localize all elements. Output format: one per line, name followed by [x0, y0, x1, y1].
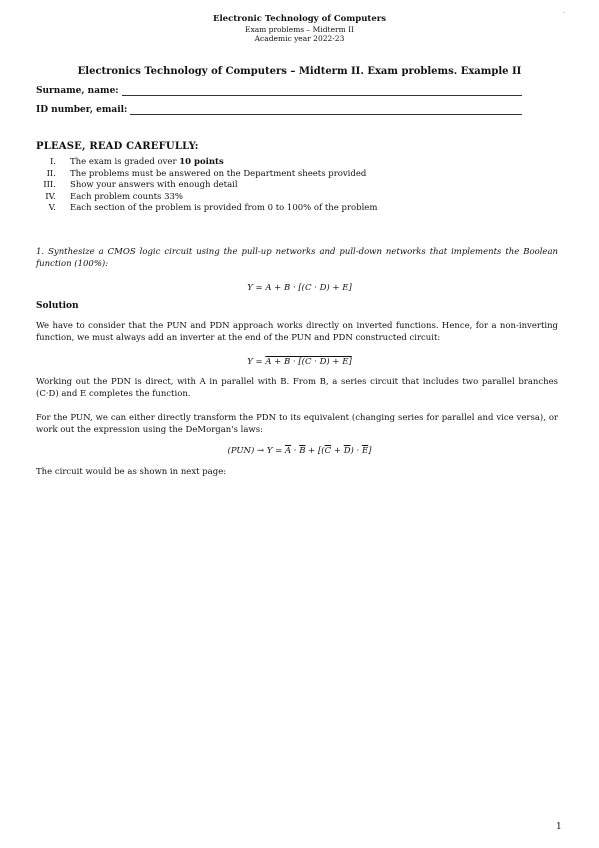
rule-number: III. — [43, 180, 56, 190]
page-header — [0, 14, 599, 43]
equation-inverted: Y = A + B · [(C · D) + E] — [247, 357, 352, 367]
rule-item — [30, 192, 550, 204]
rule-text: Each section of the problem is provided from 0 to 100% of the problem — [70, 203, 378, 213]
id-field[interactable] — [36, 104, 522, 115]
rule-number: V. — [48, 203, 56, 213]
exam-title: Electronics Technology of Computers – Midterm II. Exam problems. Example II — [77, 66, 522, 77]
rule-text: The exam is graded over 10 points — [70, 157, 224, 167]
solution-heading: Solution — [36, 301, 79, 311]
rule-item — [30, 203, 550, 215]
equation-pun: $(PUN) \to Y = \overline{A} \cdot \overline{B} + [(\overline{C} + \overline{D}) \cdot \overline{E}]$ — [227, 446, 372, 456]
problem-statement: 1. Synthesize a CMOS logic circuit using the pull-up networks and pull-down networks that implements the Boolean function (100%): — [36, 247, 558, 269]
rule-item — [30, 169, 550, 181]
corner-mark: · — [563, 10, 565, 17]
page-number: 1 — [556, 822, 562, 832]
solution-paragraph: Working out the PDN is direct, with A in parallel with B. From B, a series circuit that includes two parallel branches (C·D) and E completes the function. — [36, 377, 558, 399]
rule-bold: 10 points — [179, 157, 224, 167]
read-carefully-heading: PLEASE, READ CAREFULLY: — [36, 141, 199, 152]
rule-text: The problems must be answered on the Department sheets provided — [70, 168, 367, 179]
rule-text: Each problem counts 33% — [70, 191, 183, 202]
equation-function: Y = A + B · [(C · D) + E] — [247, 283, 352, 293]
surname-line[interactable] — [122, 85, 522, 96]
rules-list — [30, 157, 550, 215]
rule-number: I. — [49, 157, 56, 167]
solution-paragraph: The circuit would be as shown in next page: — [36, 467, 227, 477]
header-subtitle: Exam problems – Midterm II — [244, 25, 355, 34]
rule-number: IV. — [45, 191, 56, 202]
id-label: ID number, email: — [36, 105, 128, 115]
rule-number: II. — [46, 168, 56, 179]
surname-field[interactable] — [36, 85, 522, 96]
solution-paragraph: We have to consider that the PUN and PDN approach works directly on inverted functions. Hence, for a non-inverting function, we must always add an inverter at the end of the PUN and PDN constructed circuit: — [36, 321, 558, 343]
surname-label: Surname, name: — [36, 86, 119, 96]
header-year: Academic year 2022-23 — [254, 34, 345, 43]
rule-text: Show your answers with enough detail — [70, 180, 238, 190]
header-title: Electronic Technology of Computers — [212, 14, 387, 24]
solution-paragraph: For the PUN, we can either directly transform the PDN to its equivalent (changing series for parallel and vice versa), or work out the expression using the DeMorgan's laws: — [36, 413, 558, 435]
overlined-expression: A + B · [(C · D) + E] — [265, 357, 352, 367]
rule-item — [30, 157, 550, 169]
id-line[interactable] — [130, 104, 522, 115]
rule-item — [30, 180, 550, 192]
